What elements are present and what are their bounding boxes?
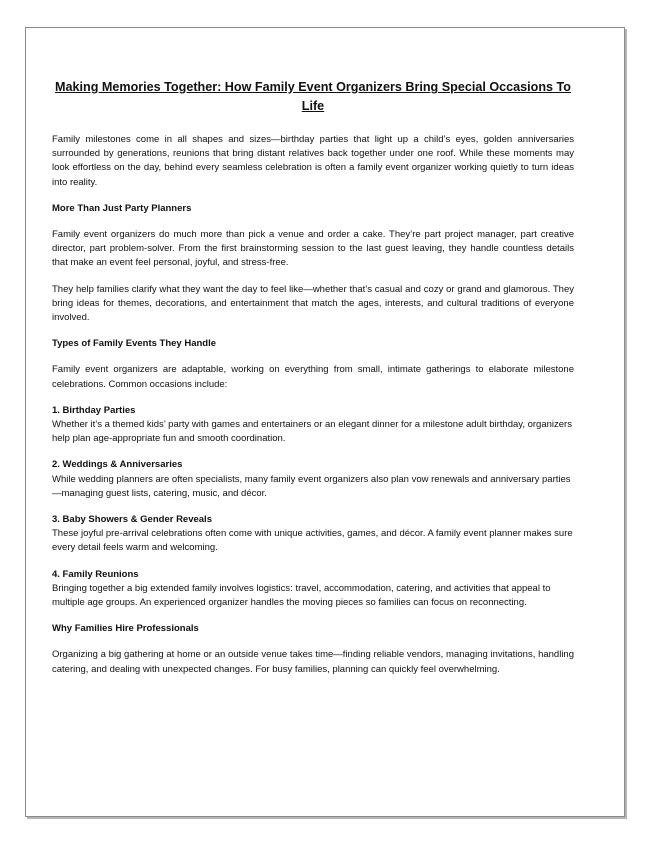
list-item-birthday — [52, 404, 574, 447]
intro-paragraph: Family milestones come in all shapes and sizes—birthday parties that light up a child’s eyes, golden anniversaries surrounded by generations, reunions that bring distant relatives back together under one roof. While these moments may look effortless on the day, behind every seamless celebration is often a family event organizer working quietly to turn ideas into reality. — [52, 134, 574, 188]
list-item-reunions — [52, 568, 574, 611]
planners-paragraph-1: Family event organizers do much more than pick a venue and order a cake. They’re part project manager, part creative director, part problem-solver. From the first brainstorming session to the last guest leaving, they handle countless details that make an event feel personal, joyful, and stress-free. — [52, 229, 574, 269]
section-heading-event-types: Types of Family Events They Handle — [52, 338, 217, 350]
list-item-weddings — [52, 458, 574, 501]
item-body: While wedding planners are often specialists, many family event organizers also plan vow renewals and anniversary parties—managing guest lists, catering, music, and décor. — [52, 473, 571, 499]
item-title: 3. Baby Showers & Gender Reveals — [52, 514, 212, 526]
list-item-baby-showers — [52, 513, 574, 556]
professionals-paragraph: Organizing a big gathering at home or an outside venue takes time—finding reliable vendors, managing invitations, handling catering, and dealing with unexpected changes. For busy families, planning can quickly feel overwhelming. — [52, 649, 574, 675]
item-body: Whether it’s a themed kids’ party with games and entertainers or an elegant dinner for a milestone adult birthday, organizers help plan age-appropriate fun and smooth coordination. — [52, 419, 572, 445]
document-content — [52, 50, 574, 689]
item-title: 1. Birthday Parties — [52, 404, 136, 416]
section-heading-planners: More Than Just Party Planners — [52, 202, 192, 214]
event-types-intro: Family event organizers are adaptable, working on everything from small, intimate gatherings to elaborate milestone celebrations. Common occasions include: — [52, 364, 574, 390]
item-body: Bringing together a big extended family involves logistics: travel, accommodation, catering, and activities that appeal to multiple age groups. An experienced organizer handles the moving pieces so families can focus on reconnecting. — [52, 582, 551, 609]
item-title: 2. Weddings & Anniversaries — [52, 459, 183, 471]
item-body: These joyful pre-arrival celebrations often come with unique activities, games, and décor. A family event planner makes sure every detail feels warm and welcoming. — [52, 528, 573, 554]
document-title: Making Memories Together: How Family Event Organizers Bring Special Occasions To Life — [55, 80, 571, 113]
section-heading-professionals: Why Families Hire Professionals — [52, 623, 199, 635]
planners-paragraph-2: They help families clarify what they want the day to feel like—whether that’s casual and cozy or grand and glamorous. They bring ideas for themes, decorations, and entertainment that match the ages, interests, and cultural traditions of everyone involved. — [52, 283, 574, 324]
item-title: 4. Family Reunions — [52, 568, 139, 580]
